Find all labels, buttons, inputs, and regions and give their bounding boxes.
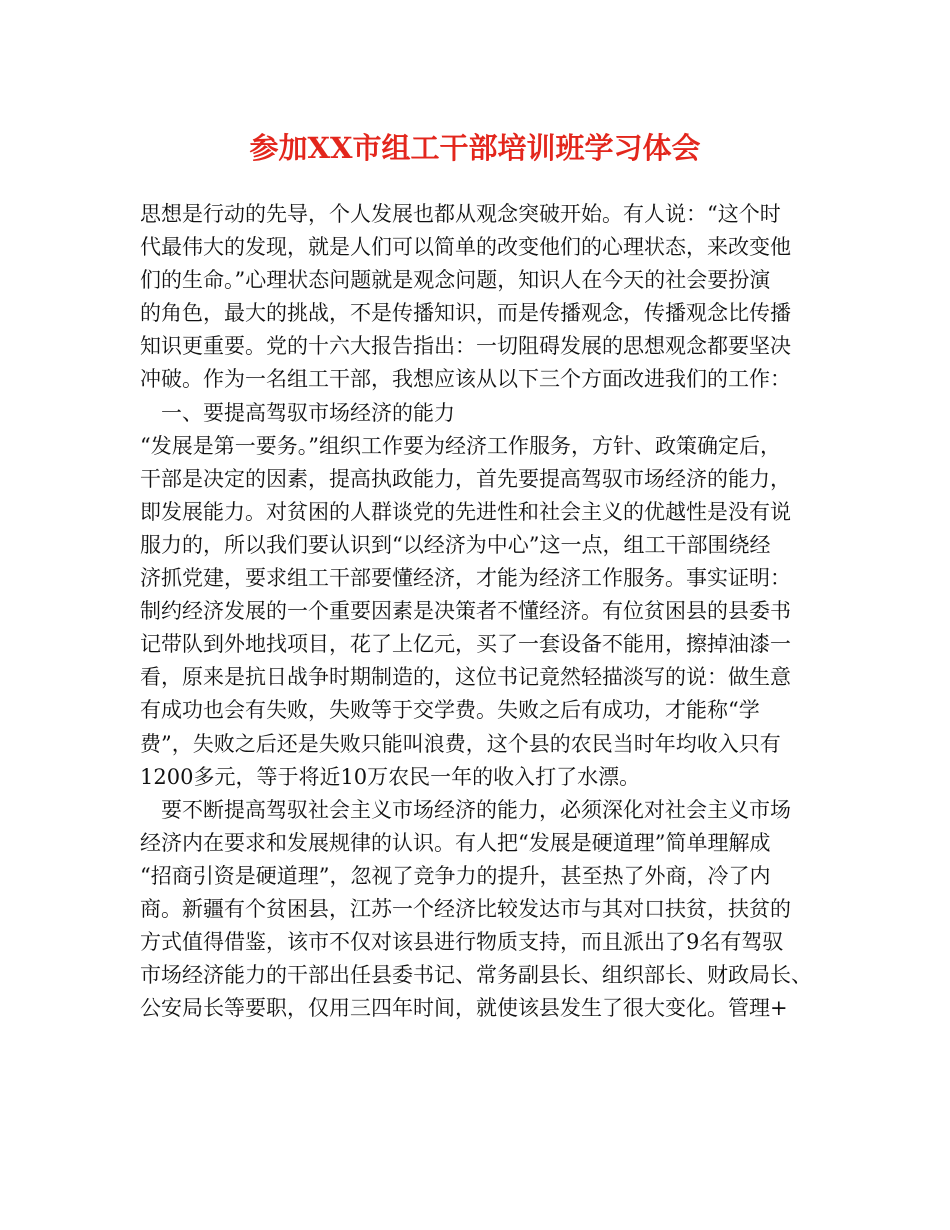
section-heading: 一、要提高驾驭市场经济的能力 [140,400,455,425]
body-line: “发展是第一要务。”组织工作要为经济工作服务，方针、政策确定后， [140,433,781,458]
body-line: 的角色，最大的挑战，不是传播知识，而是传播观念，传播观念比传播 [140,301,791,326]
body-line: “招商引资是硬道理”，忽视了竞争力的提升，甚至热了外商，冷了内 [140,863,771,888]
body-line: 服力的，所以我们要认识到“以经济为中心”这一点，组工干部围绕经 [140,532,771,557]
body-line: 商。新疆有个贫困县，江苏一个经济比较发达市与其对口扶贫，扶贫的 [140,896,791,921]
body-line: 市场经济能力的干部出任县委书记、常务副县长、组织部长、财政局长、 [140,963,812,988]
body-line: 即发展能力。对贫困的人群谈党的先进性和社会主义的优越性是没有说 [140,499,791,524]
document-title: 参加XX市组工干部培训班学习体会 [249,131,701,165]
body-line: 公安局长等要职，仅用三四年时间，就使该县发生了很大变化。管理+ [140,996,788,1021]
body-line: 方式值得借鉴，该市不仅对该县进行物质支持，而且派出了9名有驾驭 [140,930,784,955]
body-line: 经济内在要求和发展规律的认识。有人把“发展是硬道理”简单理解成 [140,830,771,855]
body-line: 要不断提高驾驭社会主义市场经济的能力，必须深化对社会主义市场 [140,797,791,822]
body-line: 干部是决定的因素，提高执政能力，首先要提高驾驭市场经济的能力， [140,466,791,491]
body-line: 思想是行动的先导，个人发展也都从观念突破开始。有人说：“这个时 [140,202,781,226]
body-line: 知识更重要。党的十六大报告指出：一切阻碍发展的思想观念都要坚决 [140,334,791,359]
body-line: 们的生命。”心理状态问题就是观念问题，知识人在今天的社会要扮演 [140,268,771,293]
body-line: 看，原来是抗日战争时期制造的，这位书记竟然轻描淡写的说：做生意 [140,665,791,690]
body-line: 有成功也会有失败，失败等于交学费。失败之后有成功，才能称“学 [140,698,760,723]
body-line: 制约经济发展的一个重要因素是决策者不懂经济。有位贫困县的县委书 [140,599,791,624]
body-line: 济抓党建，要求组工干部要懂经济，才能为经济工作服务。事实证明： [140,566,791,591]
document-body [140,198,820,1025]
body-line: 费”，失败之后还是失败只能叫浪费，这个县的农民当时年均收入只有 [140,731,781,756]
body-line: 记带队到外地找项目，花了上亿元，买了一套设备不能用，擦掉油漆一 [140,632,791,657]
body-line: 冲破。作为一名组工干部，我想应该从以下三个方面改进我们的工作： [140,367,791,392]
body-line: 代最伟大的发现，就是人们可以简单的改变他们的心理状态，来改变他 [140,235,791,260]
body-line: 1200多元，等于将近10万农民一年的收入打了水漂。 [140,764,641,789]
